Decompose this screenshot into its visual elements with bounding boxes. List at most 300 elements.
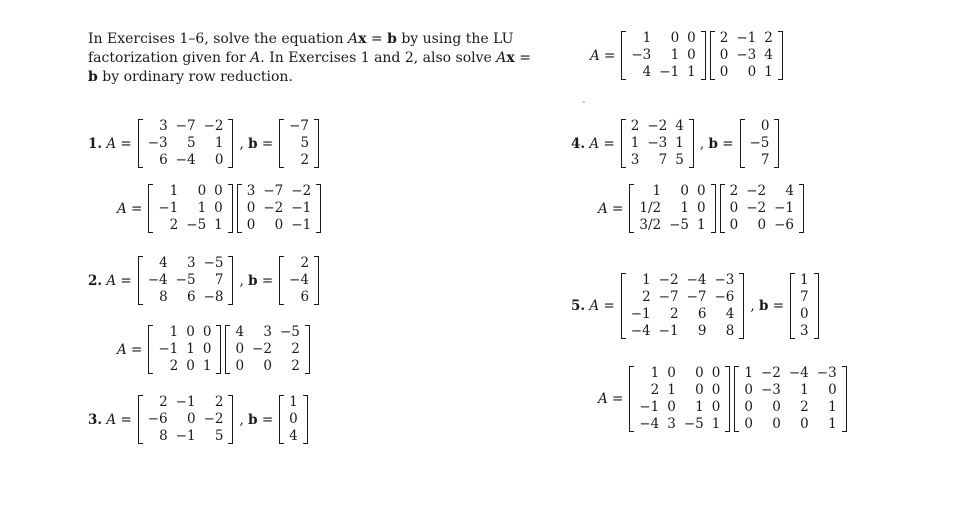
matrix-entry: −8 bbox=[203, 289, 224, 305]
matrix-entry: 1 bbox=[680, 200, 689, 216]
matrix-row bbox=[635, 416, 724, 433]
matrix-entry: 0 bbox=[719, 47, 729, 63]
matrix-entry: −1 bbox=[291, 200, 312, 216]
matrix-entry: 2 bbox=[800, 399, 809, 415]
matrix-table bbox=[285, 255, 313, 306]
matrix-entry: −1 bbox=[736, 30, 757, 46]
matrix-entry: 3 bbox=[159, 118, 168, 134]
matrix-entry: −1 bbox=[630, 306, 651, 322]
matrix-entry: −7 bbox=[289, 118, 310, 134]
matrix-entry: 1 bbox=[711, 416, 721, 432]
matrix-entry: 0 bbox=[687, 47, 696, 63]
matrix-A bbox=[620, 272, 746, 340]
matrix-entry: 0 bbox=[744, 399, 753, 415]
matrix-entry: 4 bbox=[764, 47, 773, 63]
matrix-row bbox=[716, 30, 777, 47]
a-equals-label: A = bbox=[117, 200, 143, 217]
matrix-entry: 3 bbox=[246, 183, 256, 199]
matrix-L bbox=[147, 324, 222, 375]
matrix-entry: 0 bbox=[246, 200, 256, 216]
matrix-A bbox=[137, 255, 235, 306]
matrix-row bbox=[740, 416, 840, 433]
matrix-entry: 1 bbox=[630, 135, 640, 151]
matrix-entry: 0 bbox=[274, 217, 284, 233]
matrix-entry: 1 bbox=[800, 382, 809, 398]
intro-var: x bbox=[358, 31, 367, 47]
matrix-row bbox=[154, 200, 226, 217]
exercise-1-lu-factorization bbox=[117, 183, 323, 234]
intro-text: by using the LU factorization given for bbox=[88, 31, 514, 66]
matrix-entry: −7 bbox=[263, 183, 284, 199]
matrix-entry: 1 bbox=[652, 183, 662, 199]
intro-text: In Exercises 1–6, solve the equation bbox=[88, 31, 348, 47]
matrix-entry: 0 bbox=[744, 416, 753, 432]
matrix-entry: 0 bbox=[757, 217, 767, 233]
matrix-row bbox=[154, 183, 226, 200]
matrix-row bbox=[154, 341, 215, 358]
instructions-paragraph bbox=[88, 30, 538, 87]
matrix-row bbox=[144, 272, 228, 289]
matrix-entry: 1 bbox=[764, 64, 773, 80]
matrix-entry: −4 bbox=[686, 272, 707, 288]
matrix-row bbox=[144, 289, 228, 306]
matrix-entry: 0 bbox=[719, 64, 729, 80]
matrix-entry: 2 bbox=[764, 30, 773, 46]
intro-var: x bbox=[506, 50, 515, 66]
matrix-entry: −6 bbox=[714, 289, 735, 305]
matrix-entry: −7 bbox=[686, 289, 707, 305]
matrix-entry: 0 bbox=[747, 64, 757, 80]
a-equals-label: A = bbox=[117, 341, 143, 358]
matrix-entry: 9 bbox=[697, 323, 707, 339]
matrix-table bbox=[285, 394, 302, 445]
matrix-entry: −1 bbox=[158, 341, 179, 357]
exercise-1-system bbox=[88, 118, 321, 169]
matrix-entry: 2 bbox=[291, 358, 300, 374]
matrix-U bbox=[719, 183, 805, 234]
matrix-entry: 1 bbox=[214, 217, 223, 233]
matrix-entry: −5 bbox=[669, 217, 689, 233]
matrix-entry: 2 bbox=[214, 394, 224, 410]
matrix-row bbox=[716, 47, 777, 64]
matrix-entry: 0 bbox=[667, 399, 676, 415]
matrix-row bbox=[627, 306, 739, 323]
matrix-row bbox=[635, 382, 724, 399]
matrix-row bbox=[285, 272, 313, 289]
matrix-entry: 2 bbox=[642, 289, 651, 305]
matrix-row bbox=[726, 183, 798, 200]
matrix-entry: 1 bbox=[695, 399, 704, 415]
stray-mark: - bbox=[582, 97, 586, 108]
matrix-row bbox=[635, 200, 709, 217]
matrix-row bbox=[635, 399, 724, 416]
matrix-entry: 2 bbox=[300, 255, 310, 271]
vector-b bbox=[739, 118, 781, 169]
matrix-entry: 0 bbox=[711, 399, 721, 415]
matrix-entry: −2 bbox=[746, 200, 767, 216]
matrix-entry: 2 bbox=[630, 118, 640, 134]
matrix-row bbox=[154, 217, 226, 234]
exercise-3-system bbox=[88, 394, 310, 445]
matrix-entry: −3 bbox=[714, 272, 735, 288]
matrix-row bbox=[796, 272, 813, 289]
matrix-entry: 0 bbox=[235, 358, 245, 374]
matrix-entry: −4 bbox=[788, 365, 809, 381]
matrix-row bbox=[635, 183, 709, 200]
matrix-entry: −1 bbox=[774, 200, 794, 216]
matrix-row bbox=[635, 365, 724, 382]
matrix-table bbox=[726, 183, 798, 234]
matrix-entry: 0 bbox=[760, 118, 770, 134]
matrix-entry: −5 bbox=[175, 272, 196, 288]
intro-var: A bbox=[250, 50, 261, 66]
exercise-number-label: 4. A = bbox=[571, 135, 615, 152]
matrix-row bbox=[796, 289, 813, 306]
matrix-entry: −5 bbox=[749, 135, 770, 151]
matrix-entry: 0 bbox=[202, 324, 212, 340]
matrix-entry: 0 bbox=[670, 30, 680, 46]
matrix-U bbox=[733, 365, 847, 433]
matrix-entry: 3 bbox=[630, 152, 640, 168]
matrix-entry: 4 bbox=[725, 306, 735, 322]
matrix-entry: 8 bbox=[725, 323, 735, 339]
matrix-row bbox=[740, 399, 840, 416]
matrix-entry: 0 bbox=[214, 200, 223, 216]
exercise-4-lu-factorization bbox=[598, 183, 806, 234]
matrix-entry: 3 bbox=[800, 323, 809, 339]
matrix-entry: 1 bbox=[687, 64, 696, 80]
matrix-row bbox=[746, 152, 774, 169]
matrix-entry: −1 bbox=[175, 394, 196, 410]
matrix-entry: −5 bbox=[279, 324, 300, 340]
separator: , b = bbox=[239, 135, 274, 152]
matrix-row bbox=[243, 217, 315, 234]
matrix-entry: 0 bbox=[800, 306, 809, 322]
matrix-entry: 0 bbox=[263, 358, 272, 374]
matrix-table bbox=[243, 183, 315, 234]
intro-text: = bbox=[514, 50, 531, 66]
matrix-entry: 4 bbox=[289, 428, 298, 444]
matrix-entry: 5 bbox=[214, 428, 224, 444]
a-equals-label: A = bbox=[598, 391, 624, 407]
matrix-entry: 1 bbox=[670, 47, 680, 63]
matrix-entry: 5 bbox=[675, 152, 684, 168]
matrix-entry: −2 bbox=[203, 411, 224, 427]
matrix-entry: −2 bbox=[746, 183, 767, 199]
matrix-row bbox=[796, 306, 813, 323]
matrix-entry: 8 bbox=[159, 428, 168, 444]
matrix-row bbox=[154, 324, 215, 341]
vector-b bbox=[278, 255, 320, 306]
matrix-A bbox=[137, 394, 235, 445]
separator: , b = bbox=[239, 411, 274, 428]
matrix-row bbox=[627, 289, 739, 306]
matrix-table bbox=[635, 183, 709, 234]
matrix-row bbox=[231, 324, 303, 341]
matrix-entry: 1 bbox=[667, 382, 676, 398]
matrix-entry: −3 bbox=[760, 382, 781, 398]
matrix-entry: 4 bbox=[785, 183, 794, 199]
matrix-row bbox=[285, 411, 302, 428]
matrix-row bbox=[144, 411, 228, 428]
matrix-entry: −2 bbox=[658, 272, 679, 288]
matrix-entry: −4 bbox=[289, 272, 310, 288]
matrix-entry: −7 bbox=[175, 118, 196, 134]
matrix-row bbox=[627, 118, 688, 135]
matrix-entry: −2 bbox=[252, 341, 272, 357]
matrix-entry: −2 bbox=[647, 118, 668, 134]
matrix-L bbox=[628, 365, 731, 433]
matrix-row bbox=[231, 341, 303, 358]
matrix-L bbox=[147, 183, 233, 234]
matrix-row bbox=[627, 64, 699, 81]
matrix-entry: −1 bbox=[291, 217, 312, 233]
matrix-entry: −4 bbox=[175, 152, 196, 168]
matrix-entry: −4 bbox=[630, 323, 651, 339]
matrix-entry: 0 bbox=[246, 217, 256, 233]
matrix-entry: 1 bbox=[650, 365, 660, 381]
intro-text: . In Exercises 1 and 2, also solve bbox=[260, 50, 497, 66]
matrix-entry: 0 bbox=[697, 200, 706, 216]
matrix-entry: 0 bbox=[800, 416, 809, 432]
exercise-4-system bbox=[571, 118, 781, 169]
matrix-A bbox=[137, 118, 235, 169]
vector-b bbox=[278, 394, 309, 445]
exercise-5-system bbox=[571, 272, 821, 340]
matrix-entry: 2 bbox=[159, 394, 168, 410]
matrix-row bbox=[285, 118, 313, 135]
matrix-entry: 1 bbox=[828, 416, 837, 432]
matrix-entry: 6 bbox=[186, 289, 196, 305]
matrix-row bbox=[144, 428, 228, 445]
matrix-entry: −3 bbox=[631, 47, 652, 63]
matrix-entry: 5 bbox=[300, 135, 310, 151]
matrix-entry: 0 bbox=[202, 341, 212, 357]
matrix-entry: 0 bbox=[186, 411, 196, 427]
matrix-row bbox=[627, 152, 688, 169]
exercise-number-label: 5. A = bbox=[571, 298, 615, 314]
matrix-U bbox=[224, 324, 310, 375]
matrix-entry: −2 bbox=[760, 365, 781, 381]
matrix-row bbox=[627, 135, 688, 152]
intro-var: b bbox=[387, 31, 397, 47]
matrix-L bbox=[620, 30, 706, 81]
matrix-entry: 2 bbox=[650, 382, 660, 398]
matrix-row bbox=[144, 394, 228, 411]
matrix-entry: 1 bbox=[169, 183, 179, 199]
a-equals-label: A = bbox=[590, 47, 616, 64]
matrix-entry: 0 bbox=[711, 365, 721, 381]
matrix-row bbox=[627, 30, 699, 47]
intro-var: A bbox=[496, 50, 507, 66]
matrix-entry: 0 bbox=[744, 382, 753, 398]
matrix-row bbox=[243, 200, 315, 217]
exercise-number-label: 2. A = bbox=[88, 272, 132, 289]
matrix-entry: 0 bbox=[197, 183, 207, 199]
matrix-table bbox=[144, 118, 228, 169]
matrix-row bbox=[746, 118, 774, 135]
matrix-table bbox=[716, 30, 777, 81]
matrix-entry: 2 bbox=[719, 30, 729, 46]
matrix-row bbox=[243, 183, 315, 200]
matrix-entry: −1 bbox=[658, 323, 679, 339]
matrix-entry: −3 bbox=[816, 365, 837, 381]
matrix-entry: 1 bbox=[697, 217, 706, 233]
matrix-row bbox=[746, 135, 774, 152]
matrix-table bbox=[627, 30, 699, 81]
matrix-entry: 0 bbox=[772, 399, 781, 415]
matrix-entry: 3/2 bbox=[639, 217, 662, 233]
matrix-entry: 2 bbox=[669, 306, 679, 322]
matrix-entry: 1 bbox=[744, 365, 753, 381]
matrix-row bbox=[285, 152, 313, 169]
matrix-entry: 1 bbox=[169, 324, 179, 340]
matrix-entry: −6 bbox=[774, 217, 794, 233]
matrix-entry: 0 bbox=[687, 30, 696, 46]
matrix-entry: −2 bbox=[203, 118, 224, 134]
matrix-entry: 5 bbox=[186, 135, 196, 151]
matrix-entry: 0 bbox=[680, 183, 689, 199]
matrix-row bbox=[285, 394, 302, 411]
matrix-entry: 0 bbox=[186, 324, 195, 340]
intro-var: b bbox=[88, 69, 98, 85]
matrix-entry: −5 bbox=[186, 217, 207, 233]
matrix-row bbox=[726, 217, 798, 234]
matrix-A bbox=[620, 118, 695, 169]
matrix-row bbox=[635, 217, 709, 234]
matrix-row bbox=[285, 428, 302, 445]
matrix-entry: 1 bbox=[675, 135, 684, 151]
matrix-entry: 2 bbox=[300, 152, 310, 168]
matrix-entry: −3 bbox=[647, 135, 668, 151]
matrix-entry: 7 bbox=[800, 289, 809, 305]
matrix-entry: −7 bbox=[658, 289, 679, 305]
matrix-row bbox=[285, 135, 313, 152]
matrix-entry: 7 bbox=[658, 152, 668, 168]
matrix-entry: 0 bbox=[711, 382, 721, 398]
exercise-2-lu-factorization bbox=[117, 324, 312, 375]
exercise-5-lu-factorization bbox=[598, 365, 849, 433]
matrix-entry: −4 bbox=[147, 272, 168, 288]
matrix-table bbox=[154, 183, 226, 234]
matrix-entry: 0 bbox=[214, 183, 223, 199]
matrix-entry: −5 bbox=[683, 416, 704, 432]
matrix-row bbox=[231, 358, 303, 375]
matrix-entry: 2 bbox=[291, 341, 300, 357]
matrix-entry: 0 bbox=[186, 358, 195, 374]
matrix-row bbox=[716, 64, 777, 81]
matrix-entry: 6 bbox=[300, 289, 310, 305]
matrix-entry: 2 bbox=[169, 358, 179, 374]
separator: , b = bbox=[750, 298, 785, 314]
matrix-entry: 4 bbox=[642, 64, 652, 80]
intro-text: = bbox=[366, 31, 388, 47]
separator: , b = bbox=[699, 135, 734, 152]
matrix-table bbox=[627, 272, 739, 340]
matrix-table bbox=[144, 394, 228, 445]
matrix-entry: 3 bbox=[263, 324, 272, 340]
matrix-entry: −2 bbox=[291, 183, 312, 199]
exercise-3-lu-factorization bbox=[590, 30, 785, 81]
matrix-entry: 6 bbox=[697, 306, 707, 322]
matrix-entry: −1 bbox=[659, 64, 680, 80]
matrix-entry: 0 bbox=[235, 341, 245, 357]
matrix-table bbox=[154, 324, 215, 375]
matrix-entry: 1 bbox=[800, 272, 809, 288]
matrix-entry: 3 bbox=[667, 416, 676, 432]
matrix-entry: 1 bbox=[197, 200, 207, 216]
matrix-entry: 8 bbox=[159, 289, 168, 305]
matrix-row bbox=[627, 323, 739, 340]
matrix-row bbox=[285, 255, 313, 272]
matrix-entry: 0 bbox=[289, 411, 298, 427]
matrix-entry: −2 bbox=[263, 200, 284, 216]
exercise-number-label: 3. A = bbox=[88, 411, 132, 428]
matrix-table bbox=[144, 255, 228, 306]
matrix-U bbox=[236, 183, 322, 234]
matrix-entry: 2 bbox=[169, 217, 179, 233]
matrix-entry: −1 bbox=[158, 200, 179, 216]
exercise-2-system bbox=[88, 255, 321, 306]
vector-b bbox=[278, 118, 320, 169]
matrix-entry: −4 bbox=[639, 416, 660, 432]
matrix-row bbox=[740, 382, 840, 399]
matrix-entry: −3 bbox=[147, 135, 168, 151]
intro-text: by ordinary row reduction. bbox=[97, 69, 293, 85]
matrix-entry: −3 bbox=[736, 47, 757, 63]
matrix-entry: −1 bbox=[175, 428, 196, 444]
matrix-table bbox=[796, 272, 813, 340]
matrix-row bbox=[740, 365, 840, 382]
matrix-table bbox=[635, 365, 724, 433]
matrix-row bbox=[144, 255, 228, 272]
matrix-row bbox=[627, 47, 699, 64]
matrix-L bbox=[628, 183, 716, 234]
matrix-entry: 0 bbox=[729, 200, 739, 216]
matrix-row bbox=[796, 323, 813, 340]
matrix-entry: 0 bbox=[695, 365, 704, 381]
separator: , b = bbox=[239, 272, 274, 289]
a-equals-label: A = bbox=[598, 200, 624, 217]
matrix-row bbox=[144, 152, 228, 169]
exercise-number-label: 1. A = bbox=[88, 135, 132, 152]
matrix-entry: 1 bbox=[214, 135, 224, 151]
matrix-entry: 0 bbox=[772, 416, 781, 432]
matrix-entry: 1 bbox=[642, 272, 651, 288]
matrix-entry: 0 bbox=[828, 382, 837, 398]
matrix-entry: 7 bbox=[760, 152, 770, 168]
vector-b bbox=[789, 272, 820, 340]
matrix-entry: 1 bbox=[186, 341, 195, 357]
matrix-entry: 0 bbox=[697, 183, 706, 199]
matrix-table bbox=[231, 324, 303, 375]
matrix-entry: −1 bbox=[639, 399, 660, 415]
matrix-entry: 1 bbox=[828, 399, 837, 415]
matrix-entry: 7 bbox=[214, 272, 224, 288]
matrix-row bbox=[154, 358, 215, 375]
matrix-entry: 1/2 bbox=[639, 200, 662, 216]
matrix-row bbox=[285, 289, 313, 306]
matrix-entry: −5 bbox=[203, 255, 224, 271]
matrix-entry: 0 bbox=[729, 217, 739, 233]
matrix-table bbox=[285, 118, 313, 169]
matrix-entry: 0 bbox=[214, 152, 224, 168]
matrix-row bbox=[627, 272, 739, 289]
matrix-table bbox=[740, 365, 840, 433]
matrix-U bbox=[709, 30, 784, 81]
matrix-entry: 3 bbox=[186, 255, 196, 271]
matrix-entry: 2 bbox=[729, 183, 739, 199]
